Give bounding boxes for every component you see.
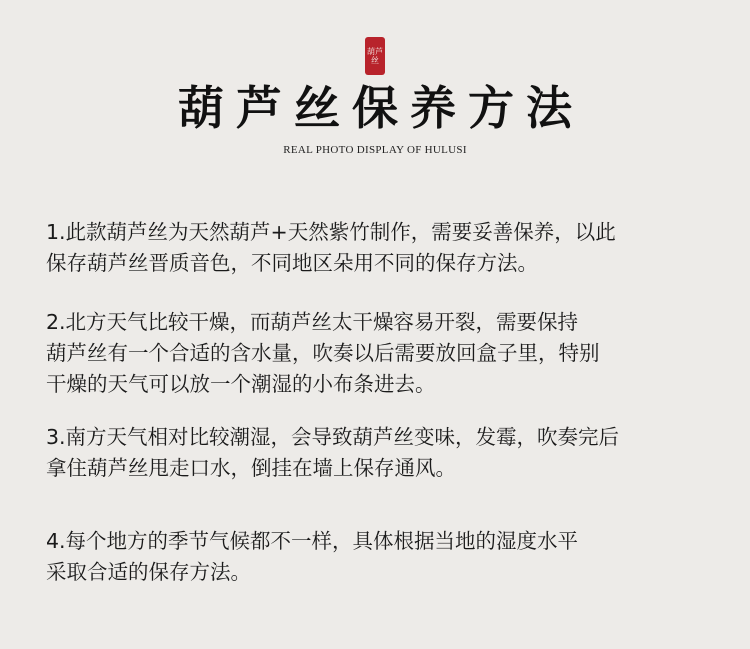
paragraph-4 <box>46 526 726 588</box>
paragraph-line: 1.此款葫芦丝为天然葫芦+天然紫竹制作，需要妥善保养，以此 <box>46 220 616 244</box>
paragraph-line: 干燥的天气可以放一个潮湿的小布条进去。 <box>46 372 436 396</box>
paragraph-line: 3.南方天气相对比较潮湿，会导致葫芦丝变味，发霉，吹奏完后 <box>46 425 620 449</box>
page-subtitle: REAL PHOTO DISPLAY OF HULUSI <box>283 144 467 156</box>
paragraph-line: 拿住葫芦丝甩走口水，倒挂在墙上保存通风。 <box>46 456 456 480</box>
paragraph-line: 葫芦丝有一个合适的含水量，吹奏以后需要放回盒子里，特别 <box>46 341 600 365</box>
paragraph-2 <box>46 307 726 400</box>
paragraph-line: 采取合适的保存方法。 <box>46 560 251 584</box>
paragraph-line: 4.每个地方的季节气候都不一样，具体根据当地的湿度水平 <box>46 529 579 553</box>
paragraph-line: 保存葫芦丝晋质音色，不同地区朵用不同的保存方法。 <box>46 251 538 275</box>
seal-stamp <box>365 37 385 75</box>
paragraph-3 <box>46 422 726 484</box>
paragraph-line: 2.北方天气比较干燥，而葫芦丝太干燥容易开裂，需要保持 <box>46 310 579 334</box>
seal-line: 丝 <box>371 56 379 65</box>
paragraph-1 <box>46 217 726 279</box>
page-title: 葫芦丝保养方法 <box>178 81 584 135</box>
seal-line: 葫芦 <box>367 47 383 56</box>
